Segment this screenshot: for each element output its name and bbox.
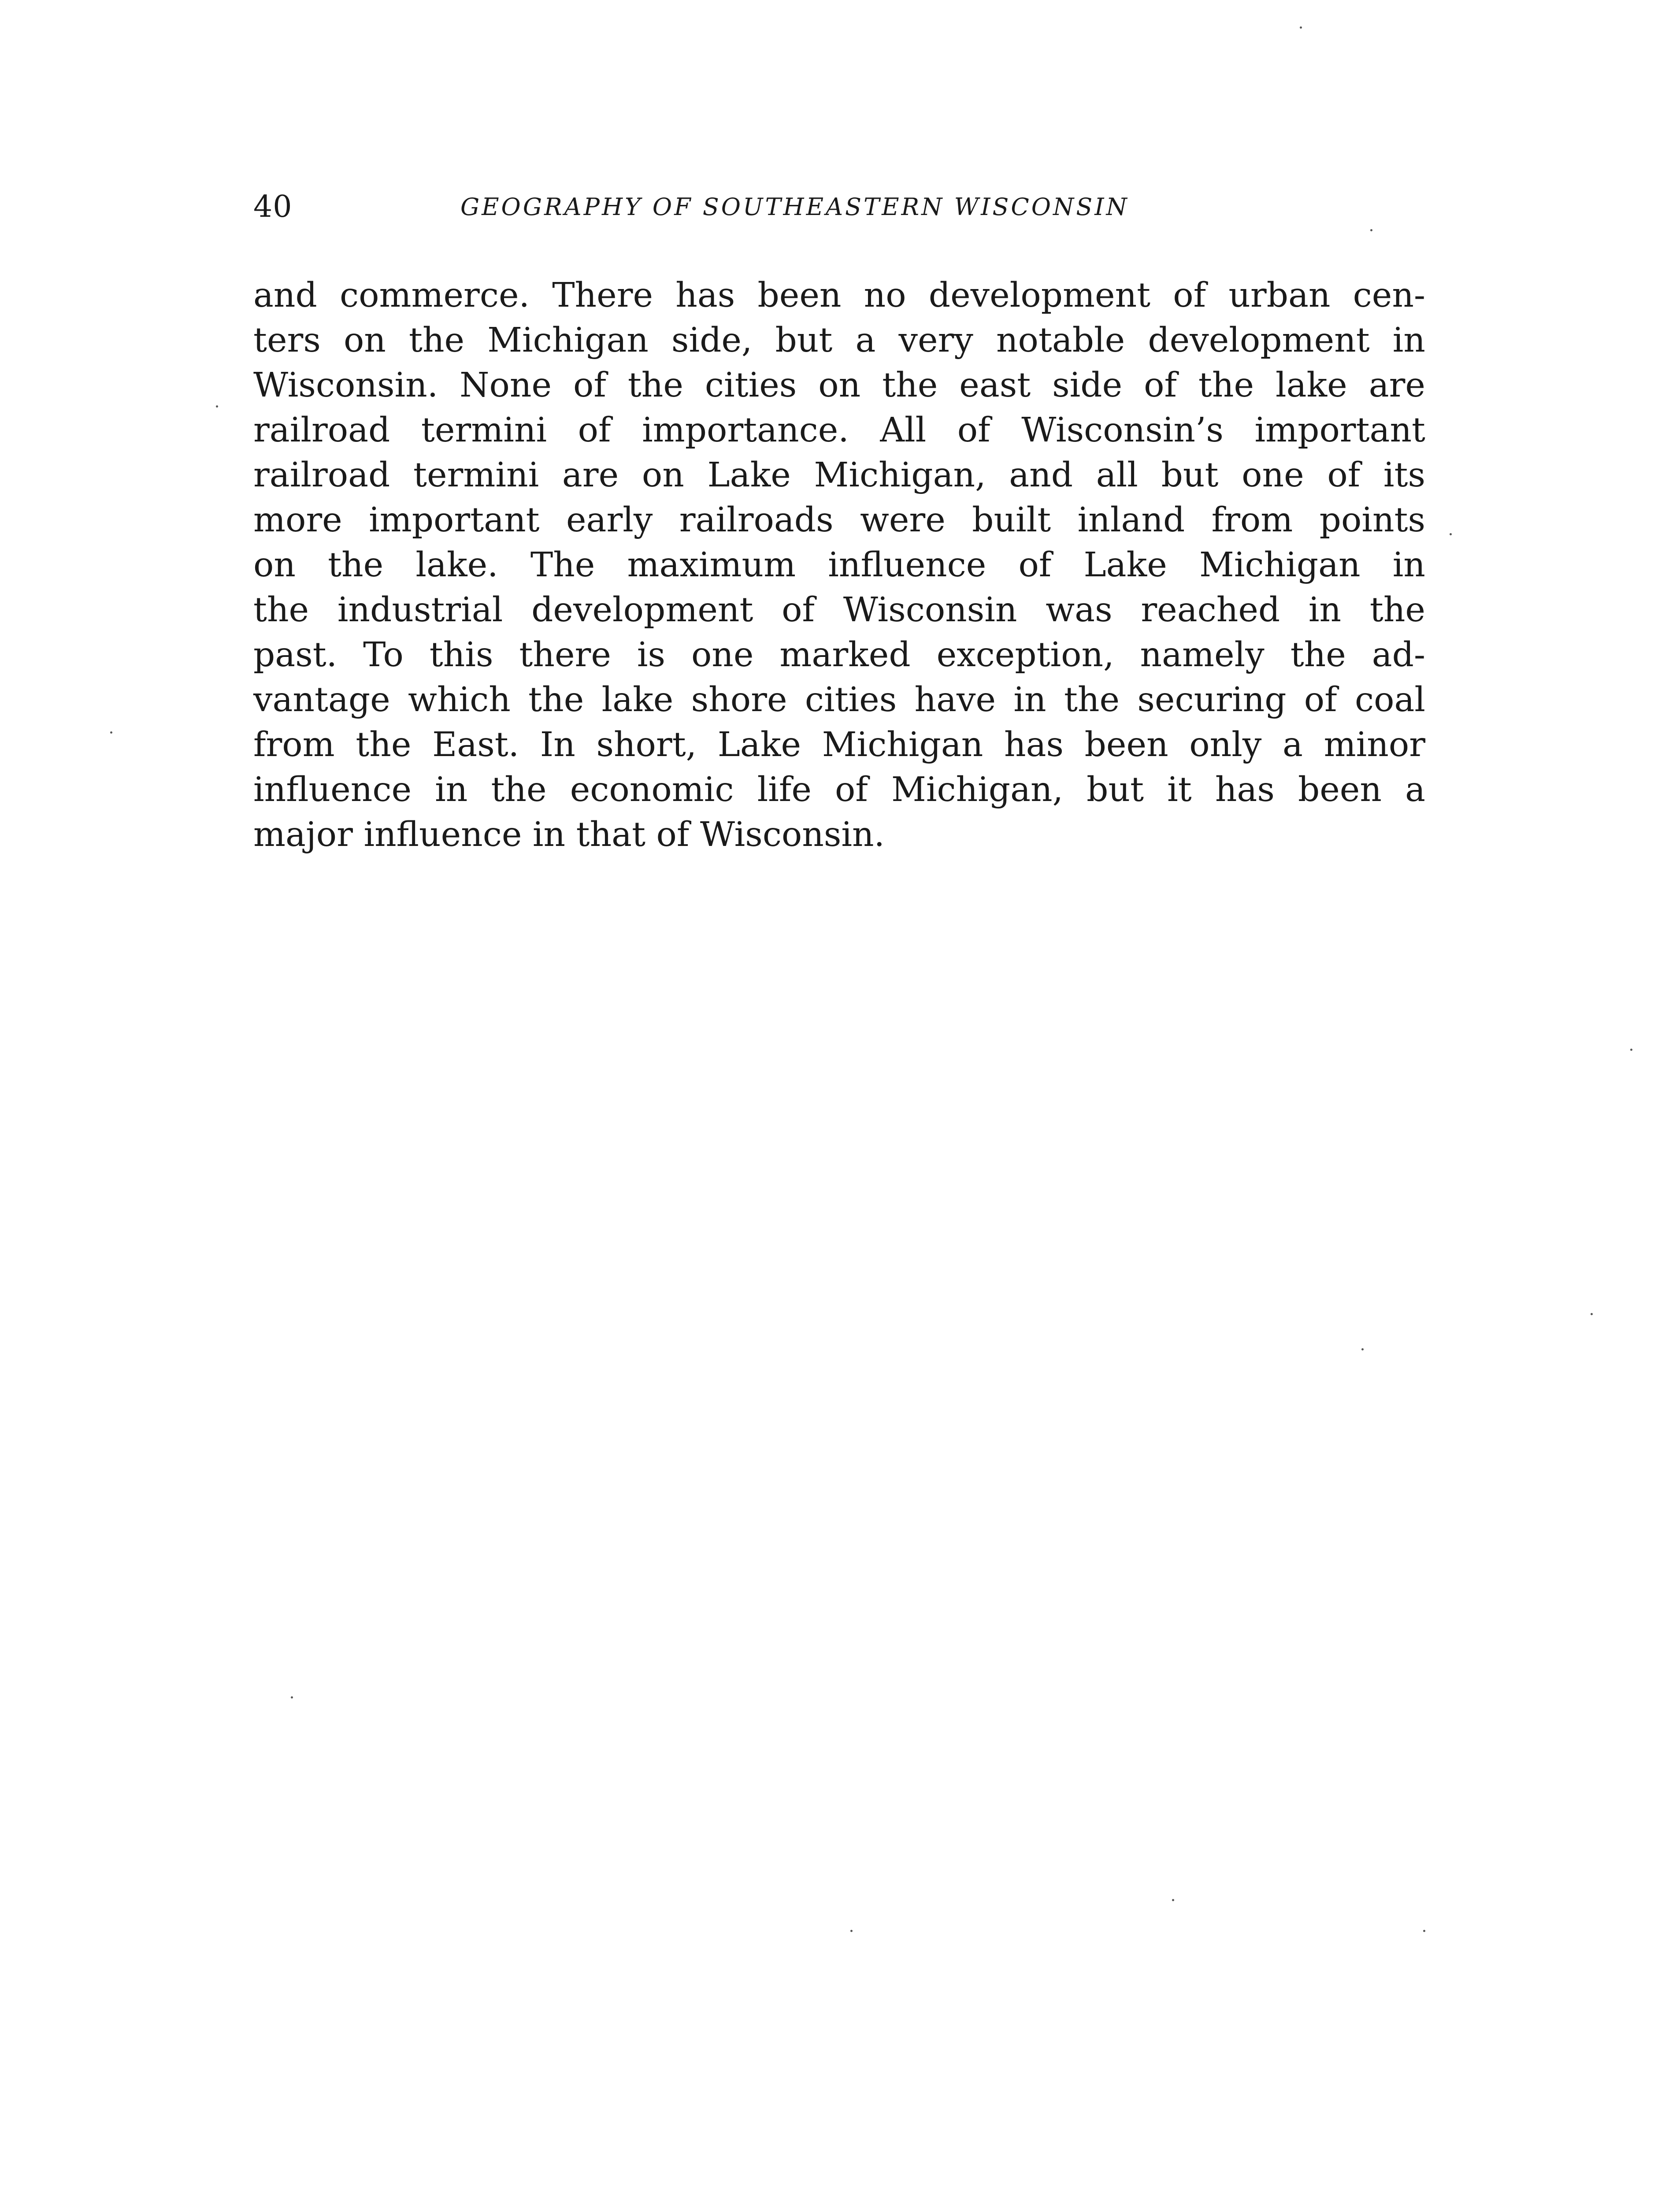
scan-speck bbox=[850, 1930, 853, 1932]
scan-speck bbox=[1450, 533, 1452, 535]
text-line: from the East. In short, Lake Michigan has been only a minor bbox=[253, 725, 1425, 764]
scan-speck bbox=[1300, 26, 1302, 29]
text-line: past. To this there is one marked exception, namely the ad- bbox=[253, 635, 1425, 675]
running-head bbox=[253, 187, 1417, 227]
page-number: 40 bbox=[253, 189, 293, 224]
scan-speck bbox=[110, 731, 112, 734]
text-line: influence in the economic life of Michigan, but it has been a bbox=[253, 770, 1425, 809]
scan-speck bbox=[1361, 1348, 1364, 1350]
text-line: the industrial development of Wisconsin was reached in the bbox=[253, 590, 1425, 630]
scan-speck bbox=[291, 1696, 293, 1699]
text-line: vantage which the lake shore cities have in the securing of coal bbox=[253, 680, 1425, 719]
running-title: GEOGRAPHY OF SOUTHEASTERN WISCONSIN bbox=[460, 193, 1129, 221]
scan-speck bbox=[1172, 1899, 1174, 1901]
text-line: more important early railroads were built inland from points bbox=[253, 501, 1425, 540]
text-line: and commerce. There has been no development of urban cen- bbox=[253, 276, 1425, 315]
text-line: Wisconsin. None of the cities on the east side of the lake are bbox=[253, 366, 1425, 405]
text-line: ters on the Michigan side, but a very notable development in bbox=[253, 321, 1425, 360]
text-line: on the lake. The maximum influence of Lake Michigan in bbox=[253, 545, 1425, 585]
text-line: major influence in that of Wisconsin. bbox=[253, 815, 885, 854]
text-line: railroad termini are on Lake Michigan, and all but one of its bbox=[253, 456, 1425, 495]
scan-speck bbox=[1423, 1930, 1425, 1932]
scan-speck bbox=[1370, 229, 1372, 231]
scan-speck bbox=[1630, 1049, 1632, 1051]
scan-speck bbox=[1591, 1313, 1593, 1315]
text-line: railroad termini of importance. All of Wisconsin’s important bbox=[253, 411, 1425, 450]
scan-speck bbox=[216, 405, 218, 408]
body-paragraph bbox=[253, 273, 1425, 857]
